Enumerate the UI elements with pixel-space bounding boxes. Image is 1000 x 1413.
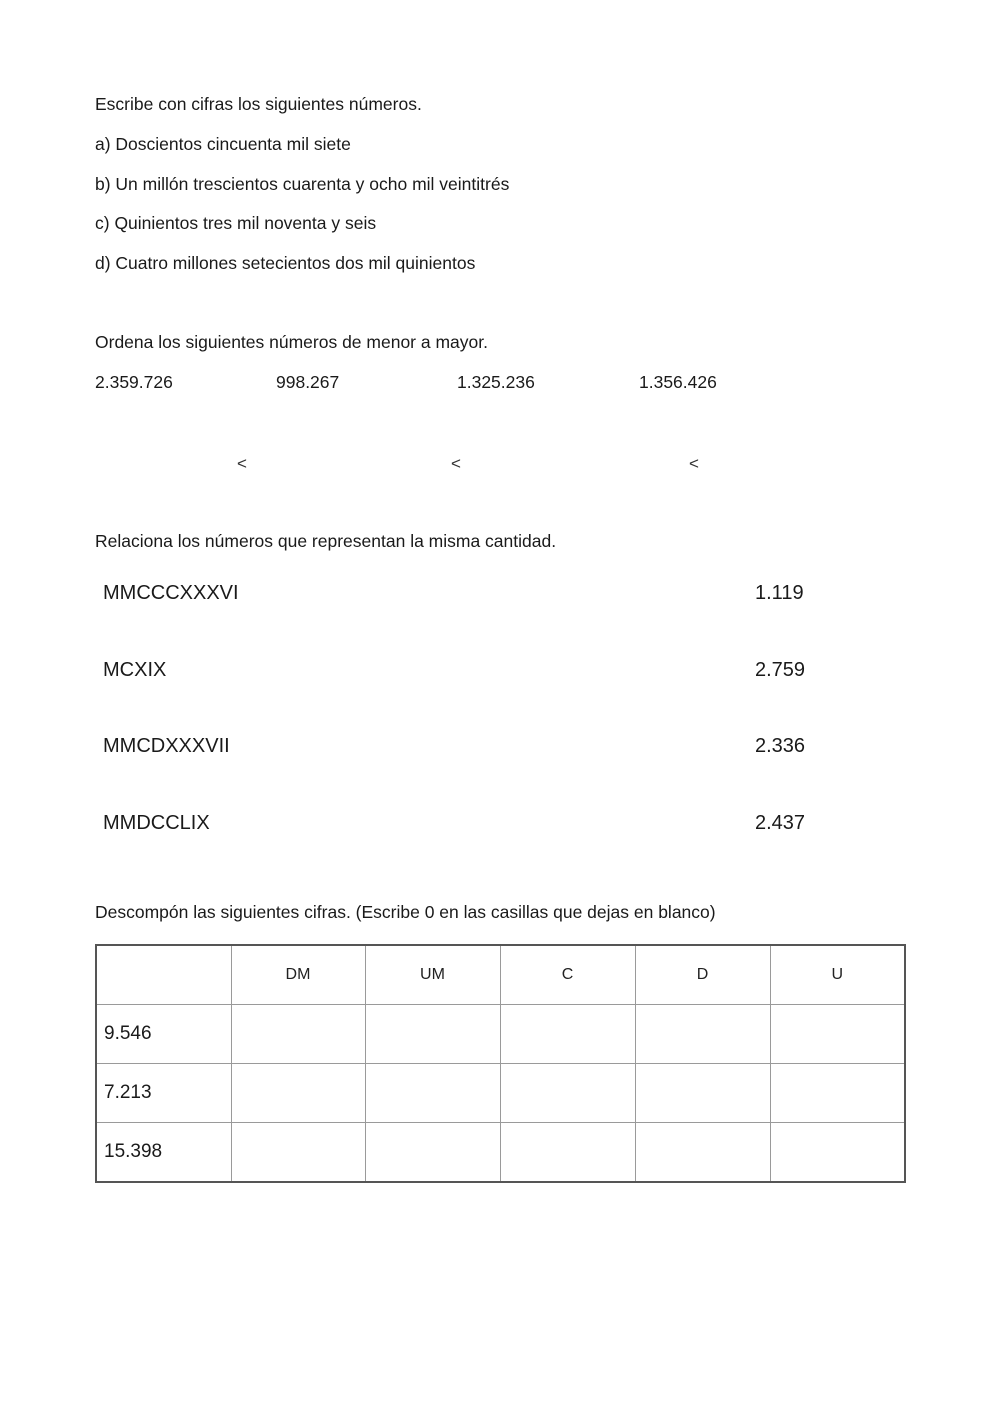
table-header-row	[96, 945, 905, 1005]
row-label: 9.546	[96, 1005, 231, 1064]
row-label: 7.213	[96, 1064, 231, 1123]
less-than-sign: <	[689, 454, 699, 473]
section1-instruction: Escribe con cifras los siguientes números.	[95, 94, 422, 114]
section1-item-a: a) Doscientos cincuenta mil siete	[95, 134, 351, 154]
answer-cell[interactable]	[365, 1123, 500, 1183]
table-row	[96, 1064, 905, 1123]
number-to-order: 998.267	[276, 372, 340, 392]
answer-cell[interactable]	[770, 1123, 905, 1183]
section4-instruction: Descompón las siguientes cifras. (Escribe 0 en las casillas que dejas en blanco)	[95, 902, 716, 922]
decomposition-table	[95, 944, 906, 1183]
row-label: 15.398	[96, 1123, 231, 1183]
roman-numeral[interactable]: MMCCCXXXVI	[103, 582, 239, 604]
header-cell-um: UM	[365, 945, 500, 1005]
section1-item-c: c) Quinientos tres mil noventa y seis	[95, 213, 377, 233]
roman-numeral[interactable]: MCXIX	[103, 659, 167, 681]
answer-cell[interactable]	[770, 1005, 905, 1064]
answer-cell[interactable]	[770, 1064, 905, 1123]
roman-numeral[interactable]: MMCDXXXVII	[103, 735, 230, 757]
answer-cell[interactable]	[500, 1064, 635, 1123]
roman-numeral[interactable]: MMDCCLIX	[103, 812, 210, 834]
section1-item-b: b) Un millón trescientos cuarenta y ocho mil veintitrés	[95, 174, 510, 194]
number-to-order: 1.356.426	[639, 372, 717, 392]
answer-cell[interactable]	[231, 1005, 365, 1064]
arabic-number[interactable]: 2.336	[755, 735, 806, 757]
answer-cell[interactable]	[500, 1123, 635, 1183]
section3-instruction: Relaciona los números que representan la misma cantidad.	[95, 531, 557, 551]
arabic-number[interactable]: 2.759	[755, 659, 806, 681]
table-row	[96, 1005, 905, 1064]
number-to-order: 1.325.236	[457, 372, 535, 392]
answer-cell[interactable]	[635, 1123, 770, 1183]
arabic-number[interactable]: 2.437	[755, 812, 806, 834]
answer-cell[interactable]	[635, 1064, 770, 1123]
answer-cell[interactable]	[365, 1064, 500, 1123]
header-cell-dm: DM	[231, 945, 365, 1005]
number-to-order: 2.359.726	[95, 372, 173, 392]
header-cell-c: C	[500, 945, 635, 1005]
answer-cell[interactable]	[365, 1005, 500, 1064]
answer-cell[interactable]	[635, 1005, 770, 1064]
answer-cell[interactable]	[231, 1123, 365, 1183]
header-cell-empty	[96, 945, 231, 1005]
arabic-number[interactable]: 1.119	[755, 582, 804, 604]
table-row	[96, 1123, 905, 1183]
section2-instruction: Ordena los siguientes números de menor a mayor.	[95, 332, 488, 352]
section1-item-d: d) Cuatro millones setecientos dos mil quinientos	[95, 253, 476, 273]
less-than-sign: <	[237, 454, 247, 473]
header-cell-u: U	[770, 945, 905, 1005]
answer-cell[interactable]	[231, 1064, 365, 1123]
header-cell-d: D	[635, 945, 770, 1005]
answer-cell[interactable]	[500, 1005, 635, 1064]
less-than-sign: <	[451, 454, 461, 473]
